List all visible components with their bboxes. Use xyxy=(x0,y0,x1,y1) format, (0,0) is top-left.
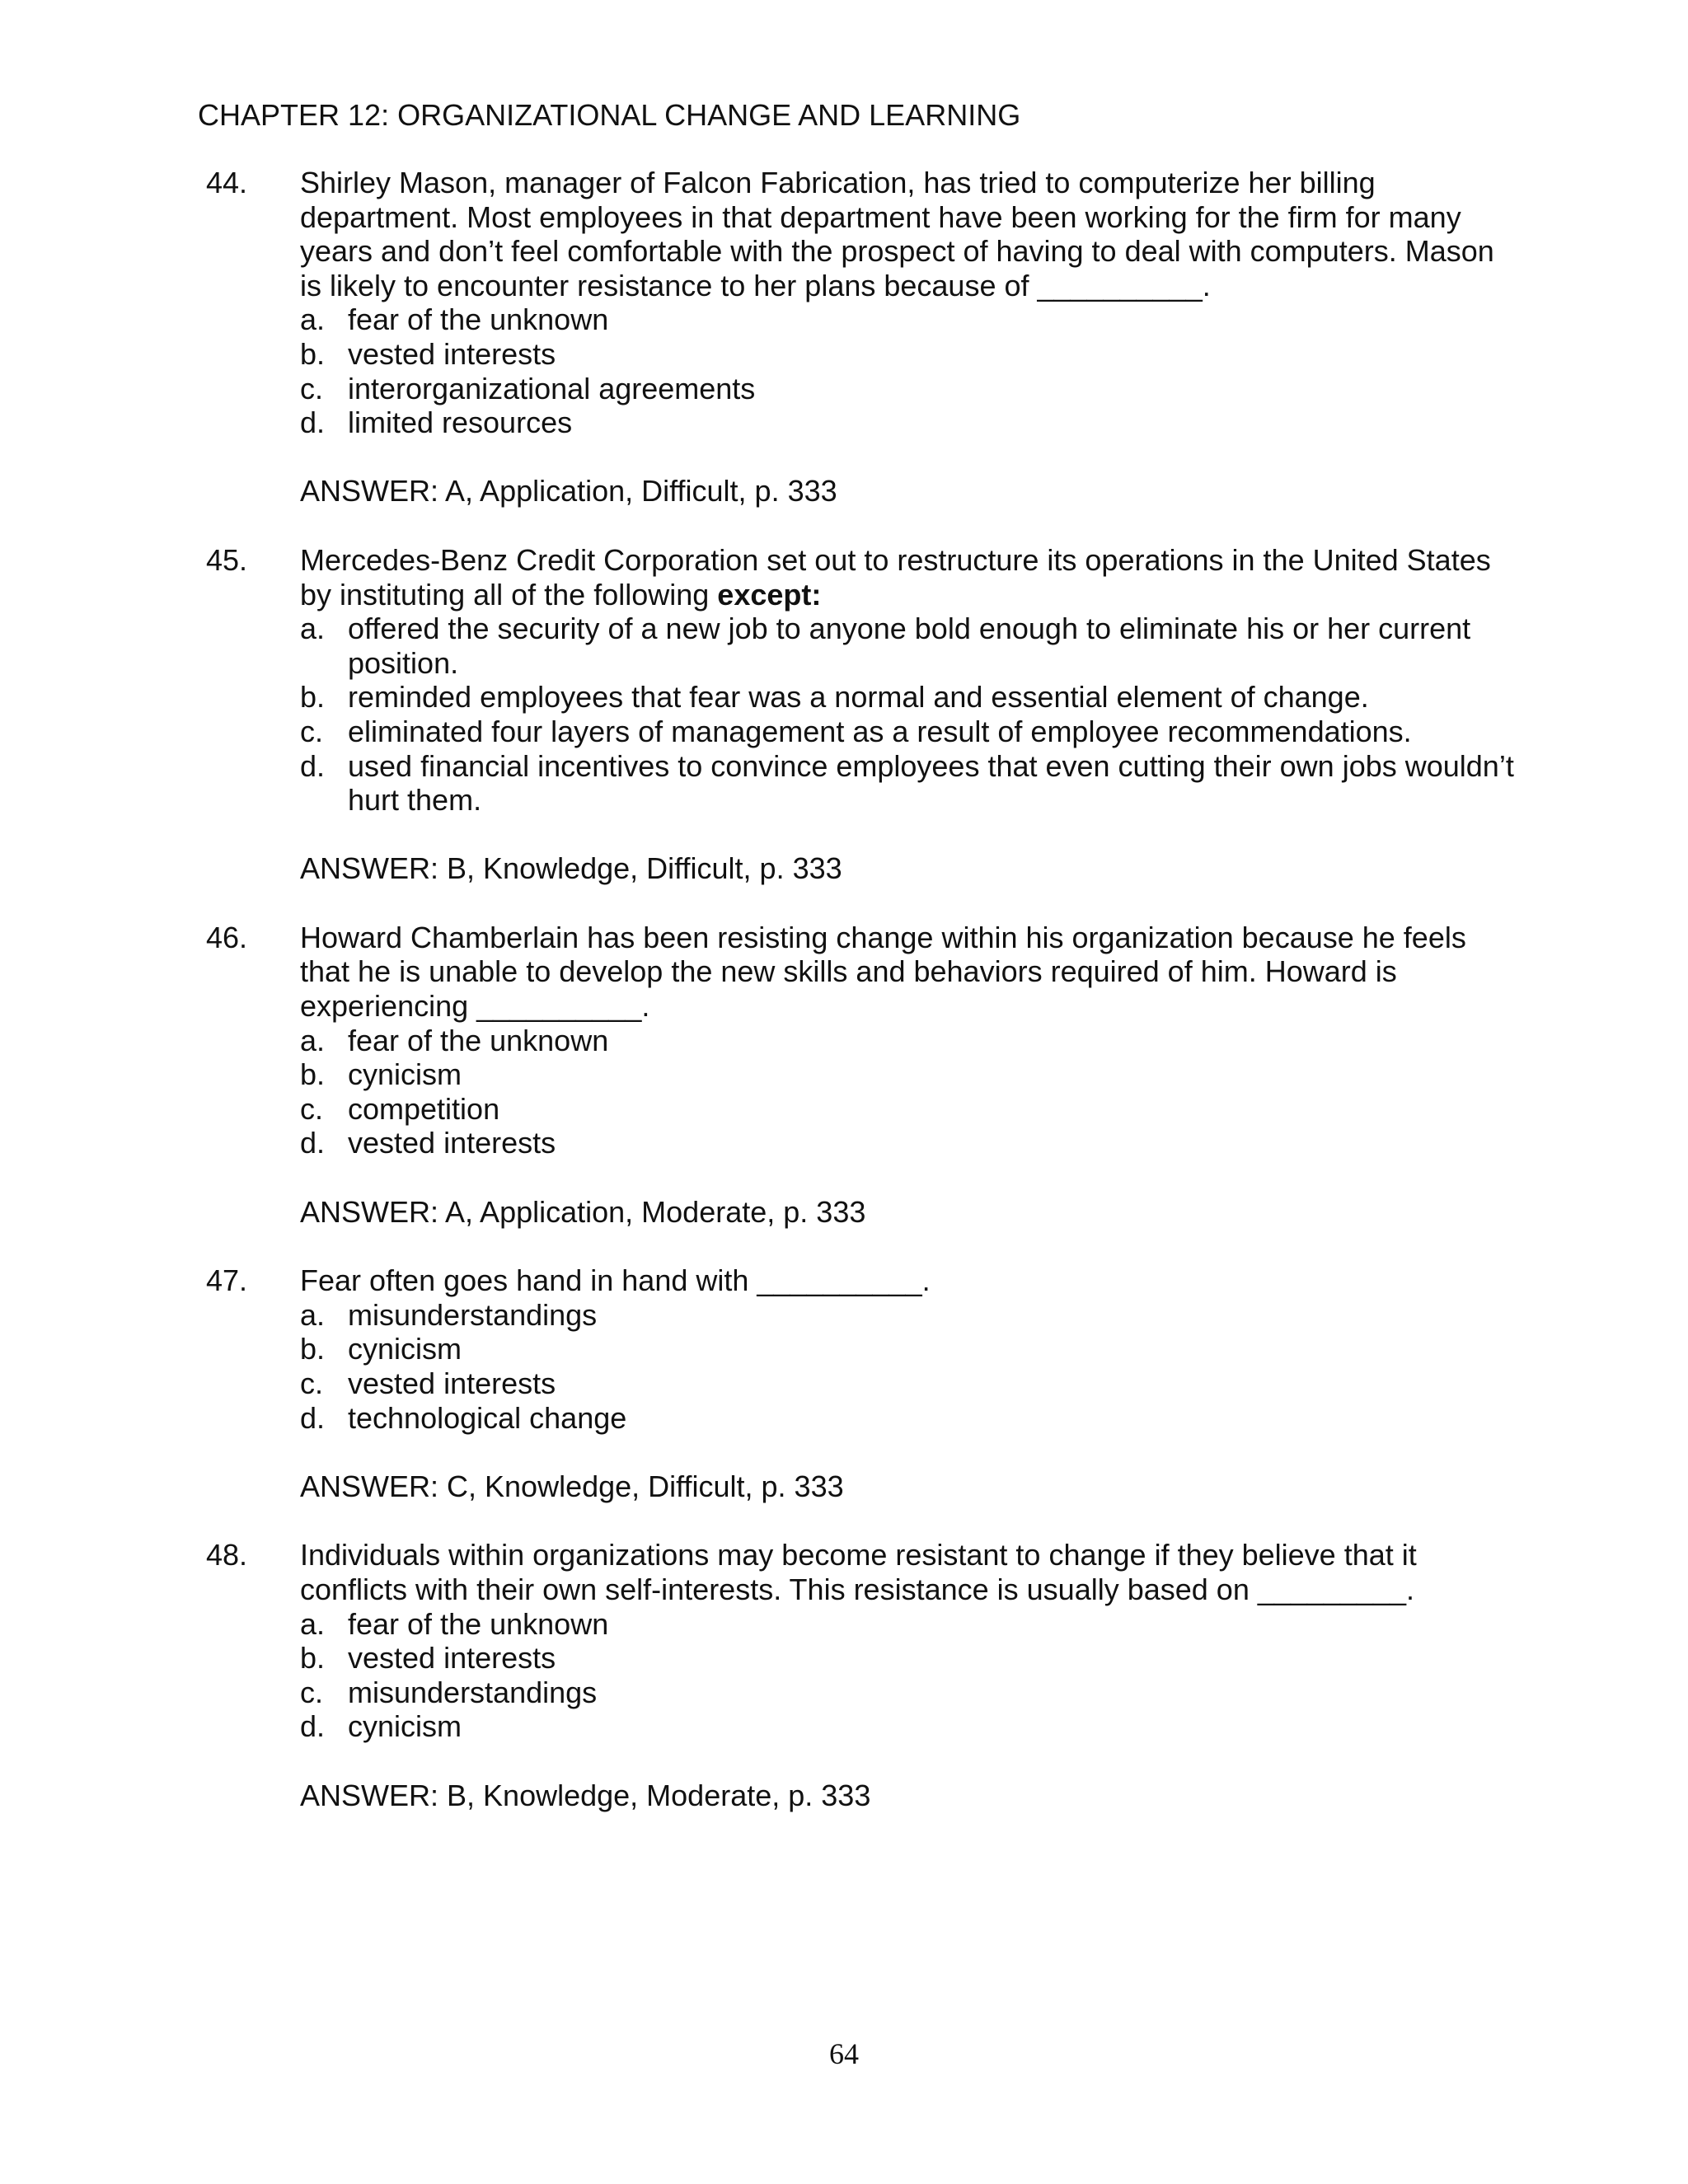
question-number: 45. xyxy=(206,542,248,577)
option-d xyxy=(300,1401,1518,1436)
option-c xyxy=(300,372,1518,406)
option-letter: c. xyxy=(300,1091,324,1126)
question-46 xyxy=(0,921,1688,1229)
option-letter: b. xyxy=(300,1641,326,1675)
option-letter: a. xyxy=(300,612,326,646)
option-text: cynicism xyxy=(348,1709,462,1744)
option-b xyxy=(300,1641,1518,1675)
option-a xyxy=(300,302,1518,337)
option-text: misunderstandings xyxy=(348,1675,598,1709)
question-stem xyxy=(300,1263,1503,1298)
option-letter: c. xyxy=(300,714,324,748)
question-stem xyxy=(300,1538,1503,1606)
option-d xyxy=(300,1126,1518,1160)
question-stem-text: Mercedes-Benz Credit Corporation set out to restructure its operations in the United States by instituting all of the following xyxy=(300,542,1491,612)
question-number: 46. xyxy=(206,920,248,954)
option-c xyxy=(300,1092,1518,1127)
page-number: 64 xyxy=(829,2037,859,2070)
question-48 xyxy=(0,1538,1688,1812)
question-number: 44. xyxy=(206,166,248,199)
answer-key: ANSWER: A, Application, Moderate, p. 333 xyxy=(300,1194,866,1229)
option-text: vested interests xyxy=(348,1126,556,1160)
option-list xyxy=(0,302,1688,439)
option-b xyxy=(300,680,1518,715)
option-letter: a. xyxy=(300,1606,326,1641)
option-text: fear of the unknown xyxy=(348,302,609,337)
option-a xyxy=(300,1024,1518,1058)
question-47 xyxy=(0,1263,1688,1503)
option-letter: d. xyxy=(300,1126,326,1160)
question-stem-text: Fear often goes hand in hand with __________. xyxy=(300,1263,931,1298)
option-c xyxy=(300,1366,1518,1401)
question-stem-text: Individuals within organizations may become resistant to change if they believe that it conflicts with their own self-interests. This resistance is usually based on _________. xyxy=(300,1538,1417,1606)
option-d xyxy=(300,1709,1518,1744)
option-text: cynicism xyxy=(348,1332,462,1366)
option-letter: c. xyxy=(300,1675,324,1709)
option-text: technological change xyxy=(348,1400,627,1435)
option-text: misunderstandings xyxy=(348,1297,598,1332)
option-letter: a. xyxy=(300,302,326,337)
option-letter: d. xyxy=(300,1400,326,1435)
option-list xyxy=(0,1607,1688,1744)
option-letter: b. xyxy=(300,1057,326,1092)
option-letter: c. xyxy=(300,371,324,405)
option-text: vested interests xyxy=(348,1366,556,1400)
option-letter: d. xyxy=(300,748,326,783)
option-text: vested interests xyxy=(348,1641,556,1675)
question-stem-emphasis: except: xyxy=(717,577,822,612)
option-b xyxy=(300,1057,1518,1092)
question-stem xyxy=(300,921,1503,1024)
answer-key: ANSWER: B, Knowledge, Difficult, p. 333 xyxy=(300,851,842,886)
option-text: competition xyxy=(348,1091,500,1126)
option-letter: b. xyxy=(300,1332,326,1366)
question-44 xyxy=(0,166,1688,509)
option-a xyxy=(300,1607,1518,1642)
question-stem-text: Howard Chamberlain has been resisting change within his organization because he feels that he is unable to develop the new skills and behaviors required of him. Howard is experiencing __________. xyxy=(300,920,1466,1024)
option-d xyxy=(300,405,1518,440)
option-letter: a. xyxy=(300,1023,326,1057)
option-text: eliminated four layers of management as a result of employee recommendations. xyxy=(348,714,1412,748)
option-text: cynicism xyxy=(348,1057,462,1092)
answer-key: ANSWER: B, Knowledge, Moderate, p. 333 xyxy=(300,1778,871,1812)
question-list xyxy=(0,166,1688,1847)
option-c xyxy=(300,715,1518,749)
option-d xyxy=(300,749,1518,818)
option-list xyxy=(0,1298,1688,1435)
option-text: fear of the unknown xyxy=(348,1606,609,1641)
option-a xyxy=(300,1298,1518,1333)
option-letter: d. xyxy=(300,405,326,440)
option-text: fear of the unknown xyxy=(348,1023,609,1057)
option-text: interorganizational agreements xyxy=(348,371,756,405)
question-45 xyxy=(0,543,1688,886)
option-text: used financial incentives to convince employees that even cutting their own jobs wouldn’t hurt them. xyxy=(348,748,1514,818)
question-stem-text: Shirley Mason, manager of Falcon Fabrication, has tried to computerize her billing department. Most employees in that department have been working for the firm for many years and don’t feel comfortable with the prospect of having to deal with computers. Mason is likely to encounter resistance to her plans because of __________. xyxy=(300,166,1494,302)
option-text: offered the security of a new job to anyone bold enough to eliminate his or her current position. xyxy=(348,612,1471,680)
option-letter: c. xyxy=(300,1366,324,1400)
option-c xyxy=(300,1675,1518,1710)
question-number: 48. xyxy=(206,1538,248,1572)
option-letter: d. xyxy=(300,1709,326,1744)
chapter-title: CHAPTER 12: ORGANIZATIONAL CHANGE AND LEARNING xyxy=(198,98,1021,132)
option-list xyxy=(0,1024,1688,1160)
option-text: limited resources xyxy=(348,405,573,440)
option-text: reminded employees that fear was a normal and essential element of change. xyxy=(348,680,1369,715)
answer-key: ANSWER: A, Application, Difficult, p. 333 xyxy=(300,474,837,509)
option-letter: b. xyxy=(300,336,326,371)
question-stem xyxy=(300,543,1503,612)
option-a xyxy=(300,612,1518,680)
answer-key: ANSWER: C, Knowledge, Difficult, p. 333 xyxy=(300,1469,844,1503)
question-stem xyxy=(300,166,1503,302)
option-letter: a. xyxy=(300,1297,326,1332)
question-number: 47. xyxy=(206,1263,248,1298)
option-text: vested interests xyxy=(348,336,556,371)
option-b xyxy=(300,1332,1518,1366)
option-list xyxy=(0,612,1688,818)
option-letter: b. xyxy=(300,680,326,715)
option-b xyxy=(300,337,1518,372)
